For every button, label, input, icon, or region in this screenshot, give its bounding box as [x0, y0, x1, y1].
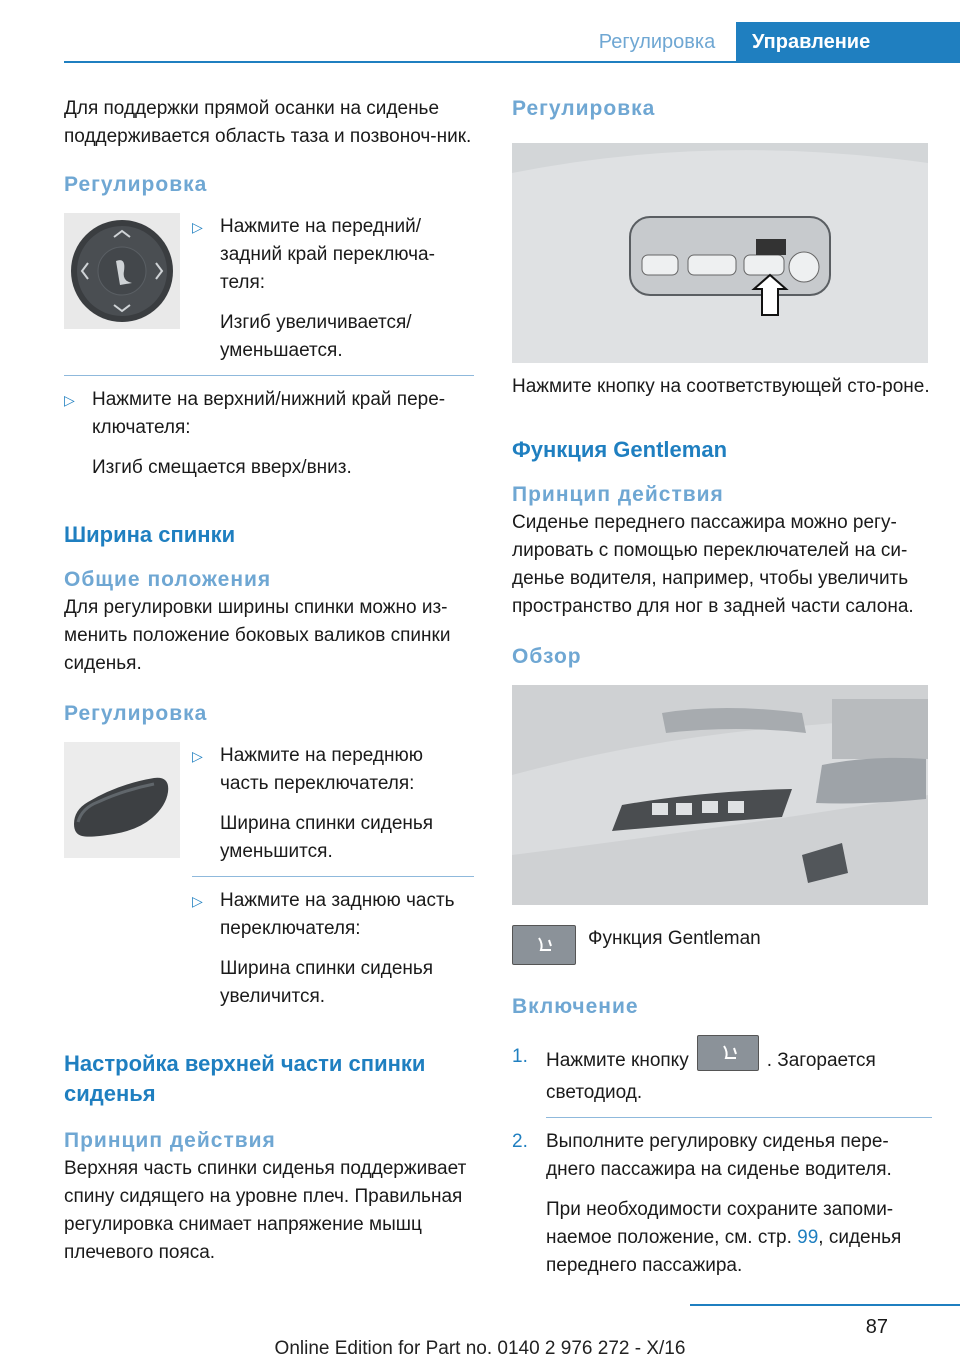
- page-99-link[interactable]: 99: [797, 1227, 819, 1248]
- step-2-sub-a: При необходимости сохраните запоми-наемое положение, см. стр.: [546, 1199, 894, 1248]
- heading-width: Ширина спинки: [64, 522, 236, 547]
- step-number: 1.: [512, 1046, 528, 1067]
- adjust-caption: Нажмите кнопку на соответствующей сто-роне.: [512, 376, 930, 397]
- gentleman-label: Функция Gentleman: [588, 928, 761, 949]
- general-text: Для регулировки ширины спинки можно из-менить положение боковых валиков спинки сиденья.: [64, 597, 451, 674]
- gentleman-button-icon: [512, 925, 576, 965]
- bullet-result: Ширина спинки сиденья увеличится.: [220, 958, 434, 1007]
- width-bullet-1: [192, 742, 474, 866]
- bullet-text: Нажмите на верхний/нижний край пере-ключателя:: [92, 389, 446, 438]
- page-number: 87: [865, 1316, 888, 1338]
- step-2-sub-b: , сиденья переднего пассажира.: [546, 1227, 902, 1276]
- seat-buttons-illustration: [512, 143, 928, 363]
- step-1: [512, 1043, 932, 1107]
- step-1-text-a: Нажмите кнопку: [546, 1050, 689, 1072]
- principle-text-left: Верхняя часть спинки сиденья поддерживает спину сидящего на уровне плеч. Правильная регулировка снимает напряжение мышц плечевого пояса.: [64, 1158, 467, 1263]
- footer-rule: [690, 1304, 960, 1306]
- edition-footer: Online Edition for Part no. 0140 2 976 272 - X/16: [274, 1338, 686, 1359]
- heading-general: Общие положения: [64, 568, 272, 591]
- intro-text: Для поддержки прямой осанки на сиденье поддерживается область таза и позвоноч-ник.: [64, 98, 472, 147]
- heading-principle-left: Принцип действия: [64, 1129, 276, 1152]
- bullet-triangle-icon: ▷: [192, 893, 203, 909]
- width-section: [64, 742, 474, 1011]
- step-2-text: Выполните регулировку сиденья пере-днего пассажира на сиденье водителя.: [546, 1131, 892, 1180]
- lumbar-bullet-2: [64, 386, 474, 482]
- lumbar-section: [64, 213, 474, 365]
- heading-regulirovka-1: Регулировка: [64, 173, 208, 196]
- gentleman-inline-button-icon: [697, 1035, 759, 1071]
- divider: [64, 375, 474, 376]
- step-number: 2.: [512, 1131, 528, 1152]
- lumbar-bullet-1: [192, 213, 474, 365]
- heading-gentleman: Функция Gentleman: [512, 437, 728, 462]
- gentleman-legend: [512, 925, 932, 965]
- heading-principle-right: Принцип действия: [512, 483, 724, 506]
- bullet-triangle-icon: ▷: [64, 392, 75, 408]
- lumbar-switch-image: [64, 213, 180, 329]
- bullet-text: Нажмите на передний/задний край переключа-теля:: [220, 216, 435, 293]
- lumbar-bullets: [192, 213, 474, 365]
- heading-regulirovka-right: Регулировка: [512, 97, 656, 120]
- heading-on: Включение: [512, 995, 639, 1018]
- bullet-triangle-icon: ▷: [192, 748, 203, 764]
- step-1-text-b: . Загорается светодиод.: [546, 1050, 876, 1103]
- door-panel-photo: [512, 685, 928, 905]
- bullet-text: Нажмите на переднюю часть переключателя:: [220, 745, 423, 794]
- heading-overview: Обзор: [512, 645, 582, 668]
- left-column: [64, 95, 474, 1267]
- width-bullet-2: [192, 887, 474, 1011]
- width-bullets: [192, 742, 474, 1011]
- heading-regulirovka-2: Регулировка: [64, 702, 208, 725]
- bullet-text: Нажмите на заднюю часть переключателя:: [220, 890, 455, 939]
- header-tab-upravlenie[interactable]: Управление: [736, 22, 960, 62]
- bullet-result: Ширина спинки сиденья уменьшится.: [220, 813, 434, 862]
- divider: [192, 876, 474, 877]
- step-2: [512, 1128, 932, 1280]
- bullet-result: Изгиб смещается вверх/вниз.: [92, 457, 352, 478]
- principle-text-right: Сиденье переднего пассажира можно регу-лировать с помощью переключателей на си-денье водителя, например, чтобы увеличить пространство для ног в задней части салона.: [512, 512, 914, 617]
- heading-upper-backrest: Настройка верхней части спинки сиденья: [64, 1051, 426, 1106]
- bullet-result: Изгиб увеличивается/уменьшается.: [220, 312, 412, 361]
- bullet-triangle-icon: ▷: [192, 219, 203, 235]
- divider: [546, 1117, 932, 1118]
- seat-buttons-photo: [512, 143, 928, 363]
- door-panel-illustration: [512, 685, 928, 905]
- width-switch-image: [64, 742, 180, 858]
- width-switch-icon: [64, 742, 180, 858]
- lumbar-switch-icon: [64, 213, 180, 329]
- right-column: [512, 95, 932, 1280]
- header-tab-regulirovka[interactable]: Регулировка: [598, 31, 716, 53]
